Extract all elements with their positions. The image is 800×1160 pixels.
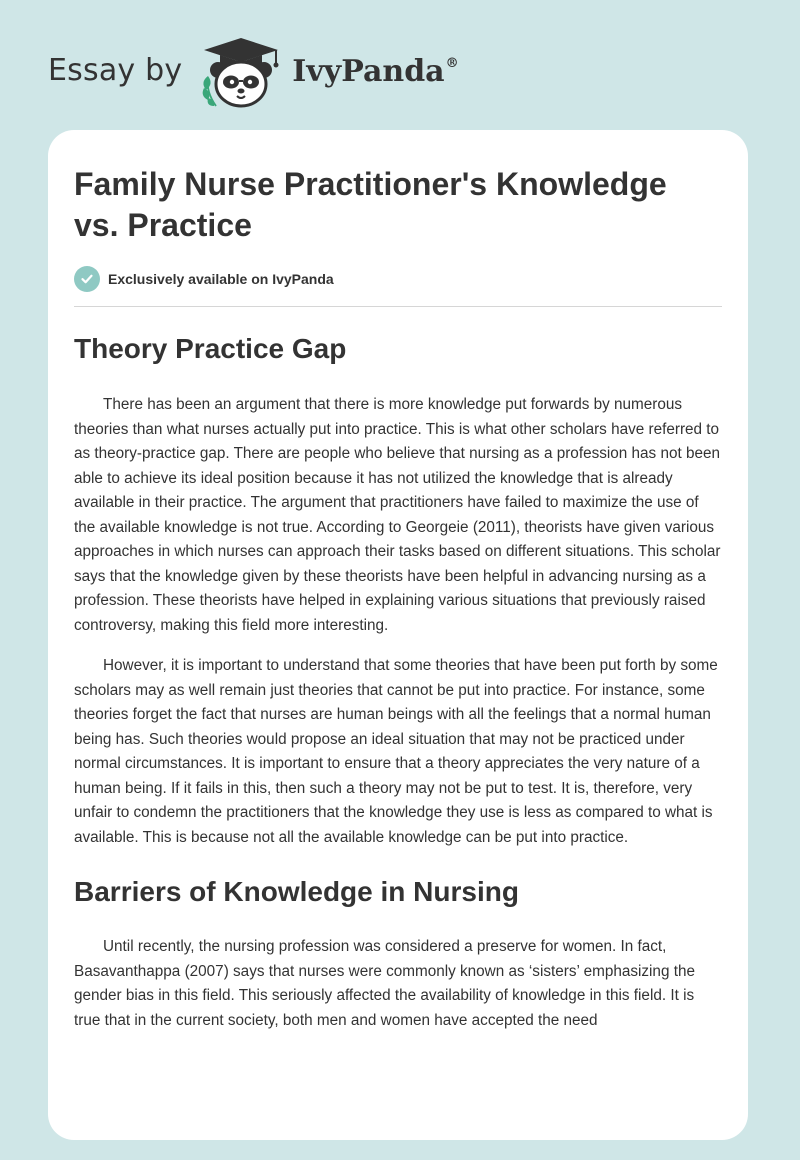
section-barriers-of-knowledge	[74, 875, 722, 1033]
paragraph: Until recently, the nursing profession was considered a preserve for women. In fact, Basavanthappa (2007) says that nurses were commonly known as ‘sisters’ emphasizing the gender bias in this field. This seriously affected the availability of knowledge in this field. It is true that in the current society, both men and women have accepted the need	[74, 938, 695, 1029]
brand-header[interactable]	[48, 34, 459, 110]
section-heading: Theory Practice Gap	[74, 333, 347, 364]
essay-by-label: Essay by	[48, 52, 183, 88]
panda-logo-icon	[196, 34, 286, 110]
registered-mark: ®	[445, 55, 459, 71]
section-heading: Barriers of Knowledge in Nursing	[74, 876, 519, 907]
exclusive-label: Exclusively available on IvyPanda	[108, 271, 334, 287]
paragraph: However, it is important to understand that some theories that have been put forth by some scholars may as well remain just theories that cannot be put into practice. For instance, some theories forget the fact that nurses are human beings with all the feelings that a normal human being has. Such theories would propose an ideal situation that may not be practiced under normal circumstances. It is important to ensure that a theory appreciates the very nature of a human being. If it fails in this, then such a theory may not be put to test. It is, therefore, very unfair to condemn the practitioners that the knowledge they use is less as compared to what is available. This is because not all the available knowledge can be put into practice.	[74, 657, 718, 846]
exclusive-badge	[74, 266, 722, 292]
brand-name: IvyPanda®	[292, 53, 459, 89]
check-circle-icon	[74, 266, 100, 292]
essay-card	[48, 130, 748, 1140]
title-divider	[74, 306, 722, 307]
essay-title: Family Nurse Practitioner's Knowledge vs. Practice	[74, 166, 667, 243]
paragraph: There has been an argument that there is more knowledge put forwards by numerous theories than what nurses actually put into practice. This is what other scholars have referred to as theory-practice gap. There are people who believe that nursing as a profession has not been able to achieve its ideal position because it has not utilized the knowledge that is already available in their practice. The argument that practitioners have failed to maximize the use of the available knowledge is not true. According to Georgeie (2011), theorists have given various approaches in which nurses can approach their tasks based on different situations. This scholar says that the knowledge given by these theorists have been helpful in advancing nursing as a profession. These theorists have helped in explaining various situations that previously raised controversy, making this field more interesting.	[74, 396, 721, 634]
section-theory-practice-gap	[74, 332, 722, 850]
